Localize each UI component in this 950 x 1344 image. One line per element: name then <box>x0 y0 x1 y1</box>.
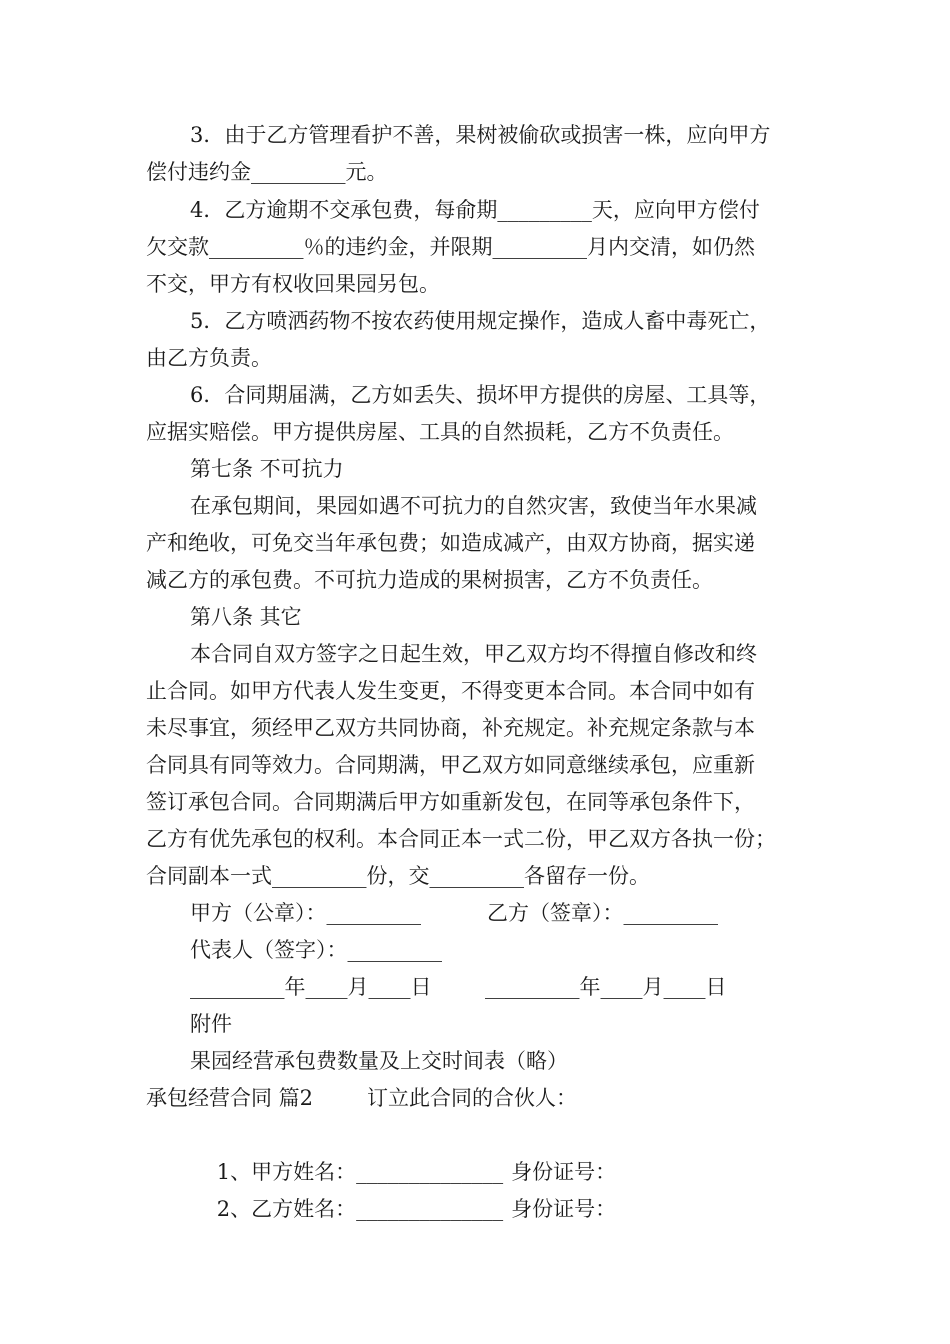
clause-4-line-1: 4．乙方逾期不交承包费，每俞期_________天，应向甲方偿付 <box>190 198 760 222</box>
party-a-seal: 甲方（公章）：_________ <box>190 901 421 925</box>
attachment-label: 附件 <box>190 1012 232 1036</box>
article-7-line-2: 产和绝收，可免交当年承包费；如造成减产，由双方协商，据实递 <box>146 531 755 555</box>
clause-4-line-2: 欠交款_________％的违约金，并限期_________月内交清，如仍然 <box>146 235 755 259</box>
partner-1-name-label: 1、甲方姓名： <box>216 1160 357 1184</box>
clause-6-line-2: 应据实赔偿。甲方提供房屋、工具的自然损耗，乙方不负责任。 <box>146 420 734 444</box>
partner-2-row <box>190 1154 617 1221</box>
partner-1-id-label: 身份证号： <box>511 1160 617 1184</box>
article-8-line-6: 乙方有优先承包的权利。本合同正本一式二份，甲乙双方各执一份； <box>146 827 776 851</box>
representative-signature: 代表人（签字）：_________ <box>190 938 442 962</box>
article-8-title: 第八条 其它 <box>190 605 302 629</box>
article-8-line-2: 止合同。如甲方代表人发生变更，不得变更本合同。本合同中如有 <box>146 679 755 703</box>
party-b-seal: 乙方（签章）：_________ <box>487 901 718 925</box>
article-7-line-3: 减乙方的承包费。不可抗力造成的果树损害，乙方不负责任。 <box>146 568 713 592</box>
partner-1-row <box>190 1117 617 1184</box>
clause-3-line-1: 3．由于乙方管理看护不善，果树被偷砍或损害一株，应向甲方 <box>190 123 771 147</box>
article-8-line-4: 合同具有同等效力。合同期满，甲乙双方如同意继续承包，应重新 <box>146 753 755 777</box>
clause-4-line-3: 不交，甲方有权收回果园另包。 <box>146 272 440 296</box>
partner-1-name-blank: ______________ <box>356 1160 504 1184</box>
clause-5-line-2: 由乙方负责。 <box>146 346 272 370</box>
partner-2-id-label: 身份证号： <box>511 1197 617 1221</box>
article-7-title: 第七条 不可抗力 <box>190 457 344 481</box>
date-party-b: _________年____月____日 <box>485 975 727 999</box>
clause-5-line-1: 5．乙方喷洒药物不按农药使用规定操作，造成人畜中毒死亡， <box>190 309 771 333</box>
article-8-line-7: 合同副本一式_________份，交_________各留存一份。 <box>146 864 650 888</box>
date-party-a: _________年____月____日 <box>190 975 432 999</box>
section-2-heading: 承包经营合同 篇2 <box>146 1086 314 1110</box>
article-8-line-3: 未尽事宜，须经甲乙双方共同协商，补充规定。补充规定条款与本 <box>146 716 755 740</box>
clause-6-line-1: 6．合同期届满，乙方如丢失、损坏甲方提供的房屋、工具等， <box>190 383 771 407</box>
partner-2-name-label: 2、乙方姓名： <box>216 1197 357 1221</box>
partner-2-name-blank: ______________ <box>356 1197 504 1221</box>
article-8-line-5: 签订承包合同。合同期满后甲方如重新发包，在同等承包条件下， <box>146 790 755 814</box>
clause-3-line-2: 偿付违约金_________元。 <box>146 160 388 184</box>
section-2-intro: 订立此合同的合伙人： <box>367 1086 577 1110</box>
attachment-title: 果园经营承包费数量及上交时间表（略） <box>190 1049 568 1073</box>
article-7-line-1: 在承包期间，果园如遇不可抗力的自然灾害，致使当年水果减 <box>190 494 757 518</box>
article-8-line-1: 本合同自双方签字之日起生效，甲乙双方均不得擅自修改和终 <box>190 642 757 666</box>
